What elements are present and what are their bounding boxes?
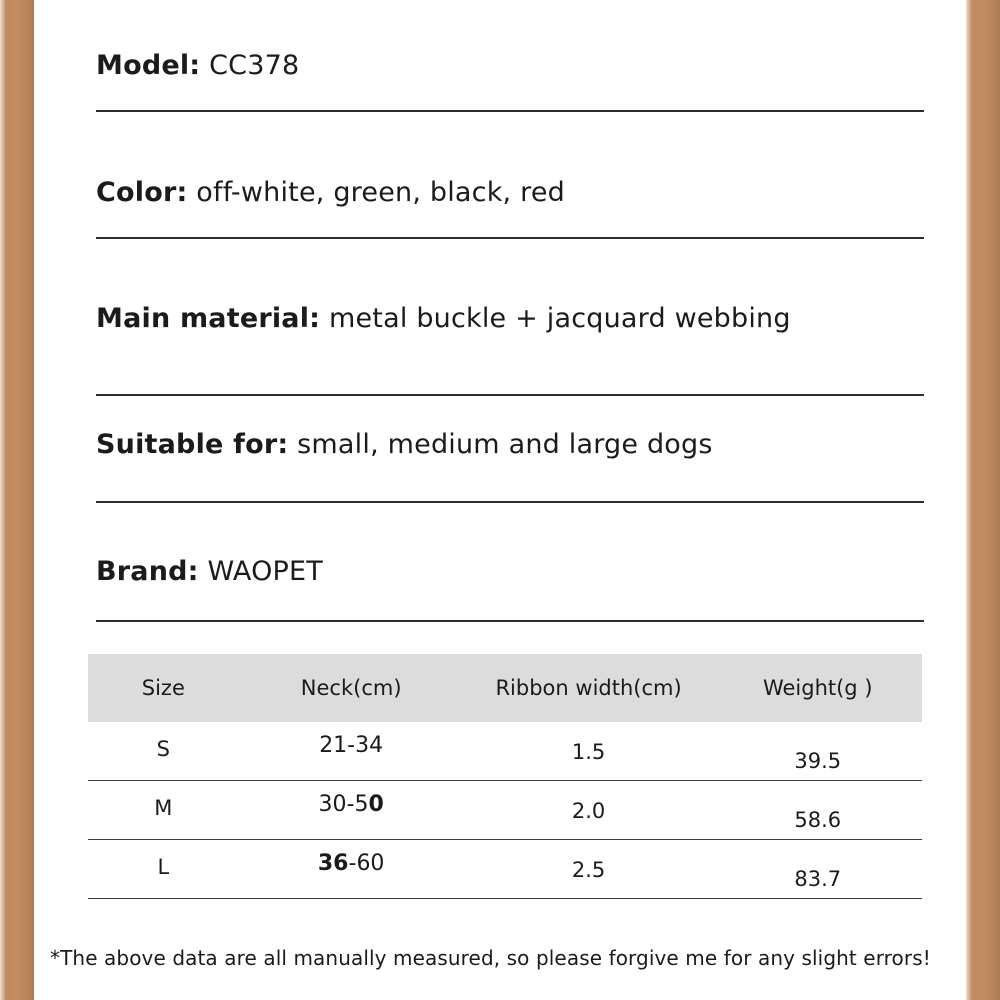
cell-ribbon-s [464, 722, 714, 781]
cell-size-s [88, 722, 239, 781]
spec-label-material: Main material: [96, 303, 321, 334]
value-weight-m: 58.6 [794, 808, 842, 832]
cell-weight-s [713, 722, 922, 781]
cell-weight-m [713, 781, 922, 840]
size-chart-body [88, 722, 922, 899]
decorative-left-band [0, 0, 34, 1000]
neck-s-pre: 21-34 [319, 732, 384, 758]
cell-size-l [88, 840, 239, 899]
value-size-s: S [156, 737, 170, 761]
spec-label-suitable: Suitable for: [96, 429, 289, 460]
spec-row-model [96, 50, 924, 112]
value-weight-l: 83.7 [794, 867, 842, 891]
table-header-row [88, 654, 922, 722]
spec-row-color [96, 177, 924, 239]
spec-row-material [96, 303, 924, 396]
decorative-right-band [966, 0, 1000, 1000]
divider-brand [96, 620, 924, 622]
neck-l-bold: 36 [317, 850, 349, 876]
spec-row-suitable [96, 429, 924, 503]
spec-value-material: metal buckle + jacquard webbing [328, 303, 791, 334]
value-size-l: L [157, 855, 170, 879]
table-row [88, 840, 922, 899]
spec-value-model: CC378 [209, 50, 300, 81]
spec-label-model: Model: [96, 50, 201, 81]
size-chart-head [88, 654, 922, 722]
spec-label-color: Color: [96, 177, 188, 208]
cell-ribbon-l [464, 840, 714, 899]
value-ribbon-s: 1.5 [571, 740, 606, 764]
divider-suitable [96, 501, 924, 503]
table-row [88, 722, 922, 781]
neck-l-post: -60 [348, 850, 385, 876]
spec-value-color: off-white, green, black, red [196, 177, 565, 208]
table-row [88, 781, 922, 840]
divider-material [96, 394, 924, 396]
header-weight: Weight(g ) [713, 654, 922, 722]
header-neck: Neck(cm) [239, 654, 464, 722]
value-weight-s: 39.5 [794, 749, 842, 773]
divider-color [96, 237, 924, 239]
cell-neck-m [239, 781, 464, 840]
value-neck-m [319, 792, 384, 817]
value-neck-l [318, 851, 385, 876]
cell-ribbon-m [464, 781, 714, 840]
value-neck-s [319, 733, 383, 758]
spec-label-brand: Brand: [96, 556, 199, 587]
spec-value-brand: WAOPET [207, 556, 323, 587]
cell-neck-l [239, 840, 464, 899]
value-ribbon-l: 2.5 [571, 858, 606, 882]
divider-model [96, 110, 924, 112]
cell-weight-l [713, 840, 922, 899]
cell-neck-s [239, 722, 464, 781]
spec-row-brand [96, 556, 924, 622]
spec-value-suitable: small, medium and large dogs [297, 429, 713, 460]
measurement-disclaimer: *The above data are all manually measured, so please forgive me for any slight errors! [50, 946, 931, 970]
neck-m-pre: 30-5 [318, 791, 369, 817]
header-ribbon: Ribbon width(cm) [464, 654, 714, 722]
value-ribbon-m: 2.0 [571, 799, 606, 823]
size-chart-table [88, 654, 922, 899]
value-size-m: M [154, 796, 173, 820]
cell-size-m [88, 781, 239, 840]
header-size: Size [88, 654, 239, 722]
neck-m-bold: 0 [368, 791, 384, 817]
